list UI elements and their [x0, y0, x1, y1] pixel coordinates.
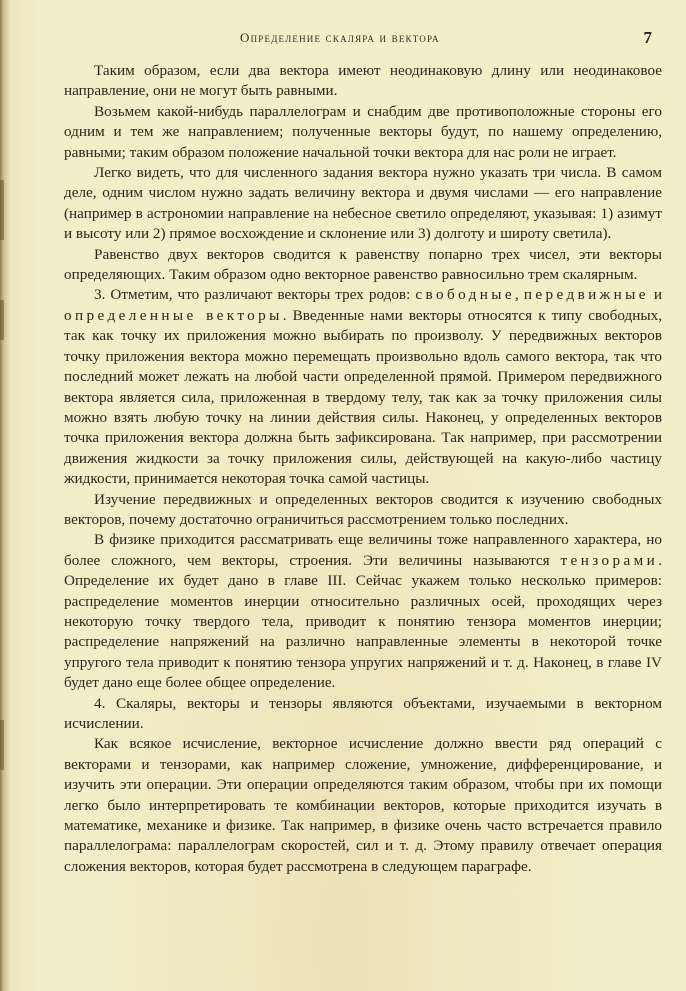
text-run: , — [515, 286, 524, 304]
spine-edge-mark — [0, 180, 4, 240]
emphasized-term: передвижные — [523, 286, 649, 304]
text-run: Равенство двух векторов сводится к равенству попарно трех чисел, эти векторы определяющих. Таким образом одно векторное равенство равносильно трем скалярным. — [64, 245, 662, 284]
paragraph — [64, 61, 662, 102]
paragraph — [64, 694, 662, 735]
body-text — [64, 61, 662, 877]
paragraph — [64, 102, 662, 163]
text-run: 3. Отметим, что различают векторы трех родов: — [94, 286, 416, 304]
text-run: Легко видеть, что для численного задания вектора нужно указать три числа. В самом деле, одним числом нужно задать величину вектора и двумя числами — его направление (например в астрономии направление на небесное светило определяют, указывая: 1) азимут и высоту или 2) прямое восхождение и склонение или 3) долготу и широту светила). — [64, 164, 662, 243]
text-run: и — [648, 286, 662, 304]
emphasized-term: тензорами — [560, 551, 659, 569]
page-number: 7 — [643, 28, 652, 47]
running-title: Определение скаляра и вектора — [240, 30, 440, 45]
spine-edge-mark — [0, 720, 4, 770]
paragraph — [64, 490, 662, 531]
emphasized-term: свободные — [415, 286, 516, 304]
text-run: Изучение передвижных и определенных векторов сводится к изучению свободных векторов, почему достаточно ограничиться рассмотрением только последних. — [64, 490, 662, 528]
paragraph — [64, 285, 662, 489]
spine-edge-mark — [0, 300, 4, 340]
paragraph — [64, 245, 662, 286]
text-run: Как всякое исчисление, векторное исчисление должно ввести ряд операций с векторами и тензорами, как например сложение, умножение, дифференцирование, и изучить эти операции. Эти операции определяются таким образом, чтобы при их помощи легко было интерпретировать те комбинации векторов, которые приходится изучать в математике, механике и физике. Так например, в физике очень часто встречается правило параллелограма: параллелограм скоростей, сил и т. д. Этому правилу отвечает операция сложения векторов, которая будет рассмотрена в следующем параграфе. — [64, 735, 662, 875]
emphasized-term: определенные векторы — [64, 306, 283, 324]
paragraph — [64, 163, 662, 245]
paragraph — [64, 734, 662, 877]
text-run: . Введенные нами векторы относятся к типу свободных, так как точку их приложения можно выбирать по произволу. У передвижных векторов точку приложения вектора можно перемещать произвольно вдоль самого вектора, так что последний может лежать на любой части определенной прямой. Примером передвижного вектора является сила, приложенная в твердому телу, так как за точку приложения силы можно взять любую точку на линии действия силы. Наконец, у определенных векторов точка приложения вектора должна быть зафиксирована. Так например, при рассмотрении движения жидкости за точку приложения силы, действующей на какую-либо частицу жидкости, принимается некоторая точка самой частицы. — [64, 306, 662, 488]
paragraph — [64, 530, 662, 693]
text-run: В физике приходится рассматривать еще величины тоже направленного характера, но более сложного, чем векторы, строения. Эти величины называются — [64, 531, 662, 569]
text-run: Возьмем какой-нибудь параллелограм и снабдим две противоположные стороны его одним и тем же направлением; полученные векторы будут, по нашему определению, равными; таким образом положение начальной точки вектора для нас роли не играет. — [64, 102, 662, 161]
text-run: . Определение их будет дано в главе III. Сейчас укажем только несколько примеров: распределение моментов инерции относительно различных осей, проходящих через некоторую точку твердого тела, приводит к понятию тензора моментов инерции; распределение напряжений на различно направленные элементы в некоторой точке упругого тела приводит к понятию тензора упругих напряжений и т. д. Наконец, в главе IV будет дано еще более общее определение. — [64, 551, 662, 692]
page-header — [60, 28, 660, 50]
text-run: Таким образом, если два вектора имеют неодинаковую длину или неодинаковое направление, они не могут быть равными. — [64, 62, 662, 100]
text-run: 4. Скаляры, векторы и тензоры являются объектами, изучаемыми в векторном исчислении. — [64, 694, 662, 732]
